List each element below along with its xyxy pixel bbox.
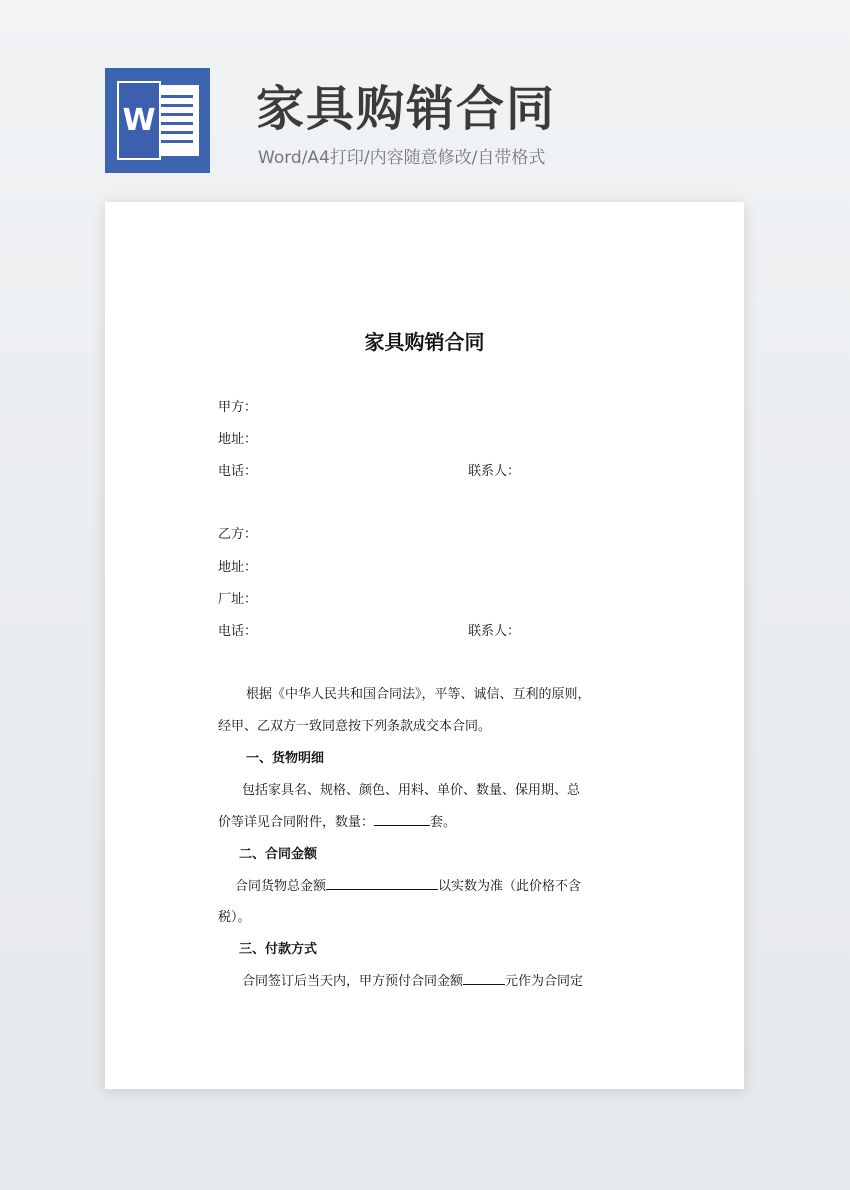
page-title: 家具购销合同 bbox=[256, 81, 557, 137]
quantity-blank bbox=[374, 813, 430, 826]
document-title: 家具购销合同 bbox=[364, 330, 485, 354]
party-b-address-label: 地址： bbox=[218, 560, 258, 575]
section-3-line-1-suffix: 元作为合同定 bbox=[505, 974, 584, 989]
word-logo-icon bbox=[105, 68, 210, 173]
section-3-line-1 bbox=[242, 970, 583, 989]
section-1-line-1: 包括家具名、规格、颜色、用料、单价、数量、保用期、总 bbox=[242, 783, 581, 798]
section-3-line-1-prefix: 合同签订后当天内，甲方预付合同金额 bbox=[242, 974, 464, 989]
section-1-line-2-prefix: 价等详见合同附件，数量： bbox=[218, 815, 375, 830]
intro-line-1: 根据《中华人民共和国合同法》，平等、诚信、互利的原则， bbox=[246, 687, 591, 702]
total-amount-blank bbox=[326, 877, 438, 890]
section-3-heading: 三、付款方式 bbox=[239, 942, 318, 957]
party-a-contact-label: 联系人： bbox=[468, 464, 521, 479]
section-2-line-2: 税）。 bbox=[218, 910, 251, 925]
party-a-phone-label: 电话： bbox=[218, 464, 258, 479]
party-b-phone-label: 电话： bbox=[218, 624, 258, 639]
party-b-name-label: 乙方： bbox=[218, 527, 258, 542]
section-2-line-1-suffix: 以实数为准（此价格不含 bbox=[438, 879, 582, 894]
section-1-line-2-suffix: 套。 bbox=[430, 815, 457, 830]
intro-line-2: 经甲、乙双方一致同意按下列条款成交本合同。 bbox=[218, 719, 492, 734]
party-b-factory-label: 厂址： bbox=[218, 592, 258, 607]
section-1-line-2 bbox=[218, 811, 456, 830]
section-2-line-1 bbox=[235, 875, 581, 894]
section-2-line-1-prefix: 合同货物总金额 bbox=[235, 879, 327, 894]
document-page bbox=[105, 202, 744, 1089]
party-a-address-label: 地址： bbox=[218, 432, 258, 447]
page-subtitle: Word/A4打印/内容随意修改/自带格式 bbox=[258, 148, 546, 168]
section-1-heading: 一、货物明细 bbox=[246, 751, 325, 766]
prepayment-blank bbox=[463, 972, 505, 985]
party-b-contact-label: 联系人： bbox=[468, 624, 521, 639]
section-2-heading: 二、合同金额 bbox=[239, 847, 318, 862]
word-letter: W bbox=[122, 103, 156, 138]
party-a-name-label: 甲方： bbox=[218, 400, 258, 415]
